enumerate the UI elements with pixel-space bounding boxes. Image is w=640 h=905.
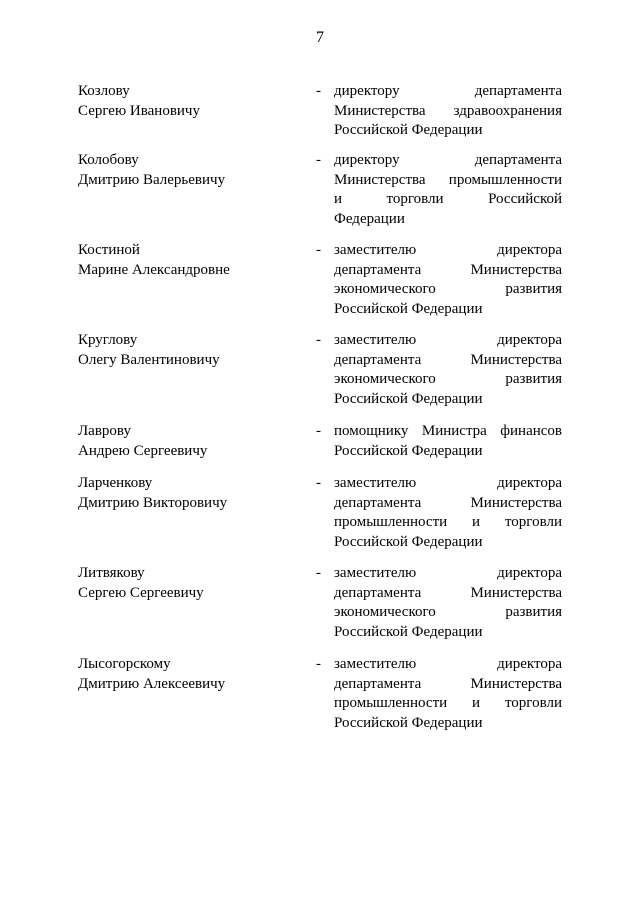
position-line: департамента Министерства bbox=[334, 351, 562, 368]
dash-separator: - bbox=[316, 656, 321, 672]
appointee-name bbox=[78, 82, 298, 121]
position-line: департамента Министерства bbox=[334, 584, 562, 601]
position-line: департамента Министерства bbox=[334, 675, 562, 692]
position-line: и торговли Российской bbox=[334, 191, 562, 207]
position-line: Министерства промышленности bbox=[334, 171, 562, 188]
position-line: Российской Федерации bbox=[334, 623, 483, 640]
appointee-name bbox=[78, 655, 298, 694]
position-line: департамента Министерства bbox=[334, 261, 562, 278]
position-title bbox=[334, 241, 562, 319]
position-line: заместителю директора bbox=[334, 242, 562, 258]
position-line: экономического развития bbox=[334, 371, 562, 387]
position-title bbox=[334, 331, 562, 409]
dash-separator: - bbox=[316, 475, 321, 491]
position-line: экономического развития bbox=[334, 281, 562, 297]
position-line: промышленности и торговли bbox=[334, 514, 562, 530]
appointee-surname: Литвякову bbox=[78, 565, 145, 581]
appointee-name bbox=[78, 151, 298, 190]
appointee-name bbox=[78, 422, 298, 461]
dash-separator: - bbox=[316, 242, 321, 258]
position-title bbox=[334, 474, 562, 552]
appointee-surname: Костиной bbox=[78, 242, 140, 258]
position-line: Российской Федерации bbox=[334, 533, 483, 550]
position-line: экономического развития bbox=[334, 604, 562, 620]
position-line: Министерства здравоохранения bbox=[334, 102, 562, 119]
dash-separator: - bbox=[316, 83, 321, 99]
appointee-surname: Лысогорскому bbox=[78, 656, 171, 672]
position-title bbox=[334, 151, 562, 229]
position-title bbox=[334, 564, 562, 642]
appointee-given-names: Дмитрию Викторовичу bbox=[78, 494, 228, 511]
appointee-given-names: Марине Александровне bbox=[78, 261, 230, 278]
dash-separator: - bbox=[316, 565, 321, 581]
position-line: Российской Федерации bbox=[334, 390, 483, 407]
appointee-name bbox=[78, 331, 298, 370]
position-line: директору департамента bbox=[334, 83, 562, 99]
appointee-surname: Козлову bbox=[78, 83, 130, 99]
position-title bbox=[334, 655, 562, 733]
appointee-surname: Круглову bbox=[78, 332, 138, 348]
position-line: Российской Федерации bbox=[334, 442, 483, 459]
position-line: Российской Федерации bbox=[334, 300, 483, 317]
appointee-given-names: Дмитрию Алексеевичу bbox=[78, 675, 226, 692]
appointee-given-names: Сергею Ивановичу bbox=[78, 102, 200, 119]
appointee-name bbox=[78, 241, 298, 280]
appointee-surname: Колобову bbox=[78, 152, 139, 168]
position-line: заместителю директора bbox=[334, 565, 562, 581]
appointee-given-names: Сергею Сергеевичу bbox=[78, 584, 204, 601]
appointee-name bbox=[78, 564, 298, 603]
position-line: Российской Федерации bbox=[334, 122, 483, 138]
appointee-given-names: Андрею Сергеевичу bbox=[78, 442, 208, 459]
dash-separator: - bbox=[316, 423, 321, 439]
dash-separator: - bbox=[316, 152, 321, 168]
dash-separator: - bbox=[316, 332, 321, 348]
position-line: помощнику Министра финансов bbox=[334, 423, 562, 439]
appointee-surname: Лаврову bbox=[78, 423, 131, 439]
position-title bbox=[334, 422, 562, 461]
position-title bbox=[334, 82, 562, 141]
position-line: Федерации bbox=[334, 210, 405, 227]
position-line: Российской Федерации bbox=[334, 714, 483, 731]
page-number: 7 bbox=[316, 29, 324, 46]
appointee-given-names: Дмитрию Валерьевичу bbox=[78, 171, 226, 188]
appointee-surname: Ларченкову bbox=[78, 475, 153, 491]
position-line: заместителю директора bbox=[334, 656, 562, 672]
appointee-name bbox=[78, 474, 298, 513]
position-line: промышленности и торговли bbox=[334, 695, 562, 711]
position-line: департамента Министерства bbox=[334, 494, 562, 511]
appointee-given-names: Олегу Валентиновичу bbox=[78, 351, 220, 368]
position-line: директору департамента bbox=[334, 152, 562, 168]
position-line: заместителю директора bbox=[334, 475, 562, 491]
position-line: заместителю директора bbox=[334, 332, 562, 348]
